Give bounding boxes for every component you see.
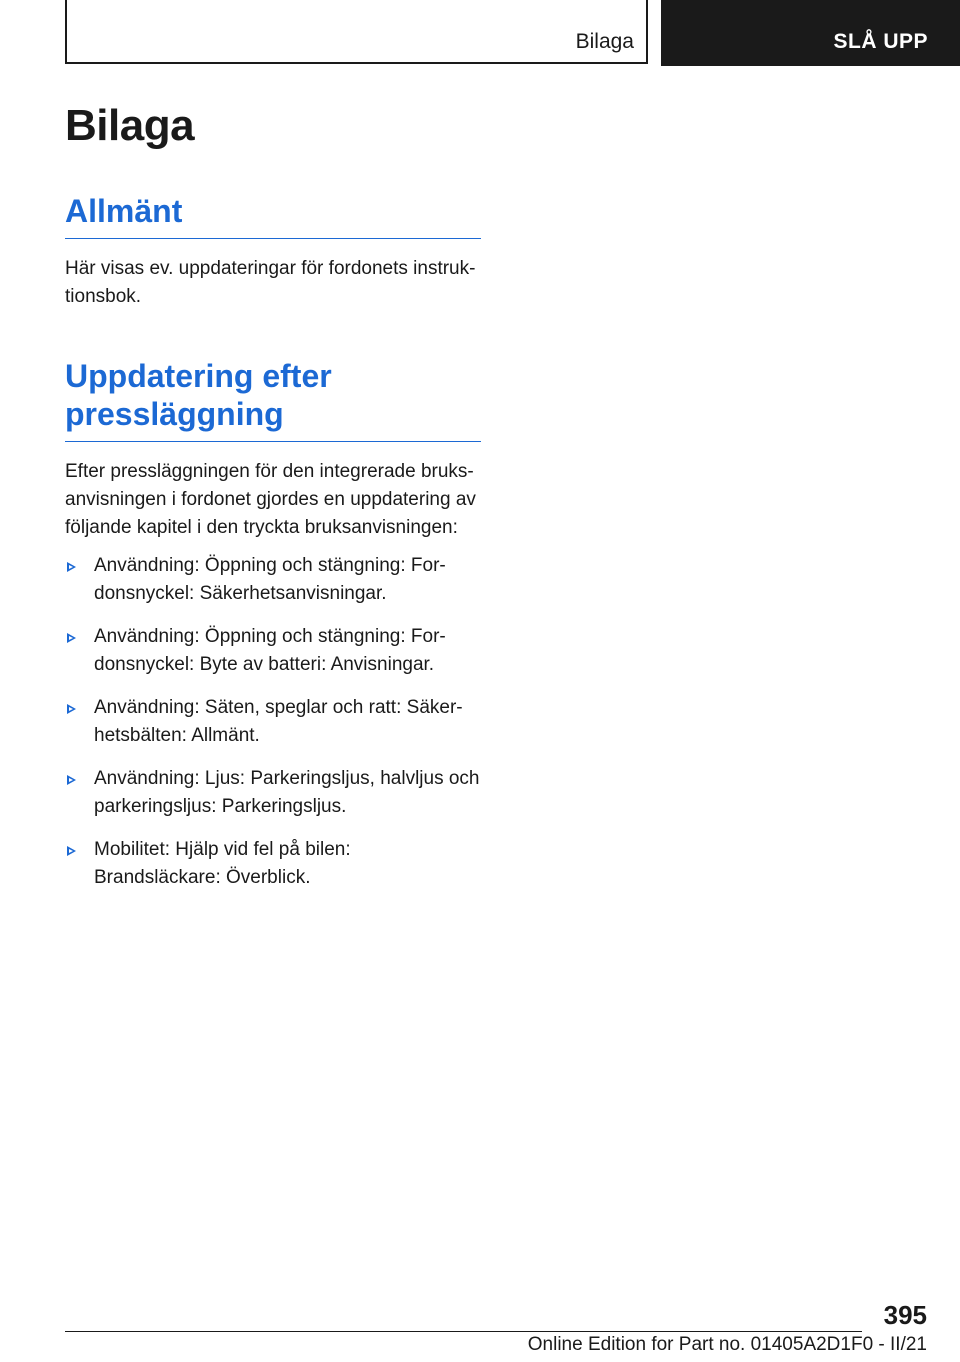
triangle-bullet-icon — [67, 775, 76, 785]
section-paragraph-general: Här visas ev. uppdateringar för fordonets instruk-tionsbok. — [65, 258, 476, 307]
triangle-bullet-icon — [67, 846, 76, 856]
list-item-text: Användning: Ljus: Parkeringsljus, halvljus och parkeringsljus: Parkeringsljus. — [94, 768, 480, 817]
list-item-text: Användning: Öppning och stängning: For-donsnyckel: Säkerhetsanvisningar. — [94, 555, 446, 604]
page-title: Bilaga — [65, 101, 195, 150]
list-item-text: Användning: Säten, speglar och ratt: Säker-hetsbälten: Allmänt. — [94, 697, 463, 746]
header-chapter-box — [65, 0, 648, 64]
triangle-bullet-icon — [67, 704, 76, 714]
lookup-tab-label[interactable]: SLÅ UPP — [833, 30, 928, 53]
list-item — [65, 552, 481, 608]
update-list — [65, 552, 481, 892]
triangle-bullet-icon — [67, 562, 76, 572]
lookup-tab[interactable] — [661, 0, 960, 66]
list-item — [65, 694, 481, 750]
section-title-update: Uppdatering efter pressläggning — [65, 357, 481, 442]
list-item — [65, 836, 481, 892]
section-title-general: Allmänt — [65, 192, 481, 239]
triangle-bullet-icon — [67, 633, 76, 643]
list-item — [65, 623, 481, 679]
footer-edition: Online Edition for Part no. 01405A2D1F0 - II/21 — [527, 1334, 927, 1355]
section-paragraph-update: Efter pressläggningen för den integrerade bruks-anvisningen i fordonet gjordes en uppdatering av följande kapitel i den tryckta bruksanvisningen: — [65, 461, 476, 538]
main-content — [65, 100, 481, 907]
list-item-text: Användning: Öppning och stängning: For-donsnyckel: Byte av batteri: Anvisningar. — [94, 626, 446, 675]
header-chapter-title: Bilaga — [575, 30, 634, 53]
list-item — [65, 765, 481, 821]
list-item-text: Mobilitet: Hjälp vid fel på bilen: Brandsläckare: Överblick. — [94, 839, 351, 888]
page-number: 395 — [883, 1300, 927, 1330]
footer-divider — [65, 1331, 862, 1332]
